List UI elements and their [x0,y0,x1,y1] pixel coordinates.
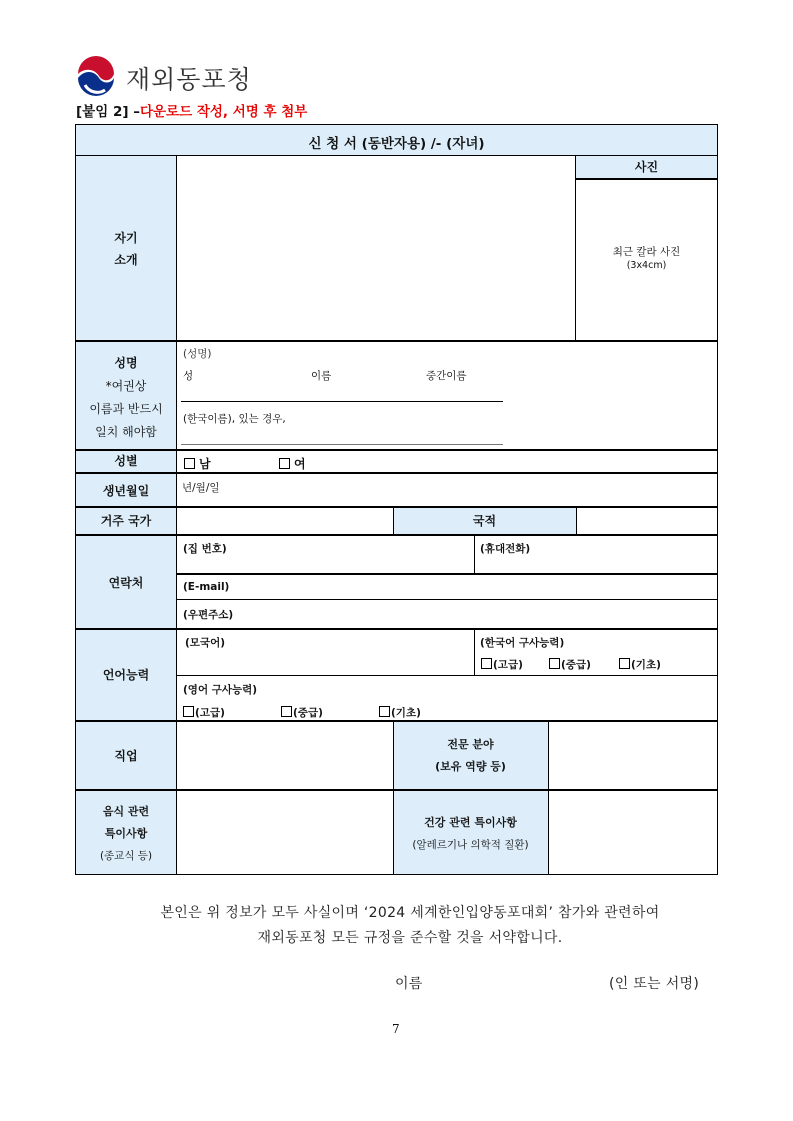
health-input[interactable] [550,792,716,872]
english-intermediate-option[interactable] [281,705,323,720]
name-label: 성명 [114,356,138,370]
form-title: 신 청 서 (동반자용) /- (자녀) [308,136,485,152]
row-sep [75,720,718,722]
logo [75,56,117,98]
korean-ability-label: (한국어 구사능력) [480,637,565,649]
native-language-label: (모국어) [185,637,226,649]
korean-basic-option[interactable] [619,657,661,672]
english-basic-option[interactable] [379,705,421,720]
residence-input[interactable] [178,509,391,533]
signature-name-label: 이름 [395,976,423,992]
expertise-label [393,734,548,778]
given-name-label: 이름 [311,370,332,382]
photo-upload-area[interactable] [578,181,715,338]
label-divider [176,155,177,875]
postal-label: (우편주소) [183,609,234,621]
mobile-label: (휴대전화) [480,543,531,555]
english-advanced-option[interactable] [183,705,225,720]
row-sep [75,534,718,536]
surname-label: 성 [183,370,194,382]
food-input[interactable] [178,792,391,872]
job-input[interactable] [178,723,391,787]
nationality-divider [576,506,577,535]
expertise-label-line1: 전문 분야 [447,738,494,751]
self-intro-label-line2: 소개 [114,253,138,267]
korean-name-label: (한국이름), 있는 경우, [183,413,286,425]
gender-male-label: 남 [199,457,211,471]
gender-female-label: 여 [294,457,306,471]
korean-intermediate-label: (중급) [561,659,591,671]
english-advanced-checkbox[interactable] [183,706,194,717]
pledge-text [60,901,760,951]
name-label-block [76,352,176,444]
nationality-input[interactable] [578,509,716,533]
taegeuk-logo-icon [75,56,117,98]
email-label: (E-mail) [183,581,230,593]
nationality-label: 국적 [472,514,497,528]
photo-hint-line1: 최근 칼라 사진 [612,246,681,258]
row-sep [75,628,718,630]
name-note-line2: 이름과 반드시 [89,402,163,416]
name-note-line3: 일치 해야함 [95,425,157,439]
photo-hint-line2: (3x4cm) [626,260,667,271]
attachment-note [76,100,307,120]
row-sep [75,789,718,791]
birth-input[interactable] [178,475,716,505]
gender-label: 성별 [114,454,138,468]
expertise-label-line2: (보유 역량 등) [435,760,506,773]
row-sep [75,340,718,342]
health-label [393,812,548,856]
name-input-line[interactable] [181,401,503,402]
korean-basic-checkbox[interactable] [619,658,630,669]
health-label-line2: (알레르기나 의학적 질환) [412,839,529,851]
form-border-bottom [75,874,718,875]
english-ability-label: (영어 구사능력) [183,684,258,696]
pledge-line1: 본인은 위 정보가 모두 사실이며 ‘2024 세계한인입양동포대회’ 참가와 관련하여 [160,905,660,921]
row-sep [75,472,718,474]
row-sep [75,506,718,508]
english-intermediate-label: (중급) [293,707,323,719]
gender-male-checkbox[interactable] [184,458,195,469]
pledge-line2: 재외동포청 모든 규정을 준수할 것을 서약합니다. [257,930,563,946]
english-intermediate-checkbox[interactable] [281,706,292,717]
expertise-input[interactable] [550,723,716,787]
food-label-line1: 음식 관련 [102,805,150,818]
food-label-line3: (종교식 등) [99,850,153,862]
self-intro-field[interactable] [178,182,574,339]
gender-female-option[interactable] [279,455,306,472]
language-sep [176,675,718,676]
signature-sign-label: (인 또는 서명) [609,976,700,992]
language-label: 언어능력 [102,668,150,682]
food-label-line2: 특이사항 [104,827,148,840]
korean-advanced-checkbox[interactable] [481,658,492,669]
english-basic-label: (기초) [391,707,421,719]
contact-label: 연락처 [108,576,144,590]
korean-advanced-label: (고급) [493,659,523,671]
contact-sep-2 [176,599,718,600]
health-label-line1: 건강 관련 특이사항 [424,816,517,829]
gender-male-option[interactable] [184,455,211,472]
page-number: 7 [392,1022,400,1036]
self-intro-label [76,227,176,271]
job-label: 직업 [114,749,138,763]
residence-label: 거주 국가 [100,514,152,528]
contact-divider [474,534,475,574]
birth-label: 생년월일 [102,484,150,498]
korean-intermediate-option[interactable] [549,657,591,672]
middle-name-label: 중간이름 [426,370,467,382]
birth-format: 년/월/일 [182,482,220,494]
org-name: 재외동포청 [126,65,252,94]
form-border-top [75,124,718,125]
name-sub-label: (성명) [183,348,212,360]
gender-female-checkbox[interactable] [279,458,290,469]
attachment-instruction: 다운로드 작성, 서명 후 첨부 [139,104,308,120]
korean-advanced-option[interactable] [481,657,523,672]
attachment-prefix: [붙임 2] – [76,104,140,120]
self-intro-label-line1: 자기 [114,231,138,245]
home-phone-label: (집 번호) [183,543,227,555]
korean-basic-label: (기초) [631,659,661,671]
photo-header-sep [576,178,718,180]
english-advanced-label: (고급) [195,707,225,719]
contact-sep-1 [176,573,718,575]
photo-header: 사진 [634,160,659,174]
english-basic-checkbox[interactable] [379,706,390,717]
korean-name-input-line[interactable] [181,444,503,445]
food-label [76,801,176,867]
language-divider [474,628,475,676]
name-note-line1: *여권상 [105,379,147,393]
expertise-divider [548,720,549,875]
korean-intermediate-checkbox[interactable] [549,658,560,669]
form-border-right [717,124,718,875]
